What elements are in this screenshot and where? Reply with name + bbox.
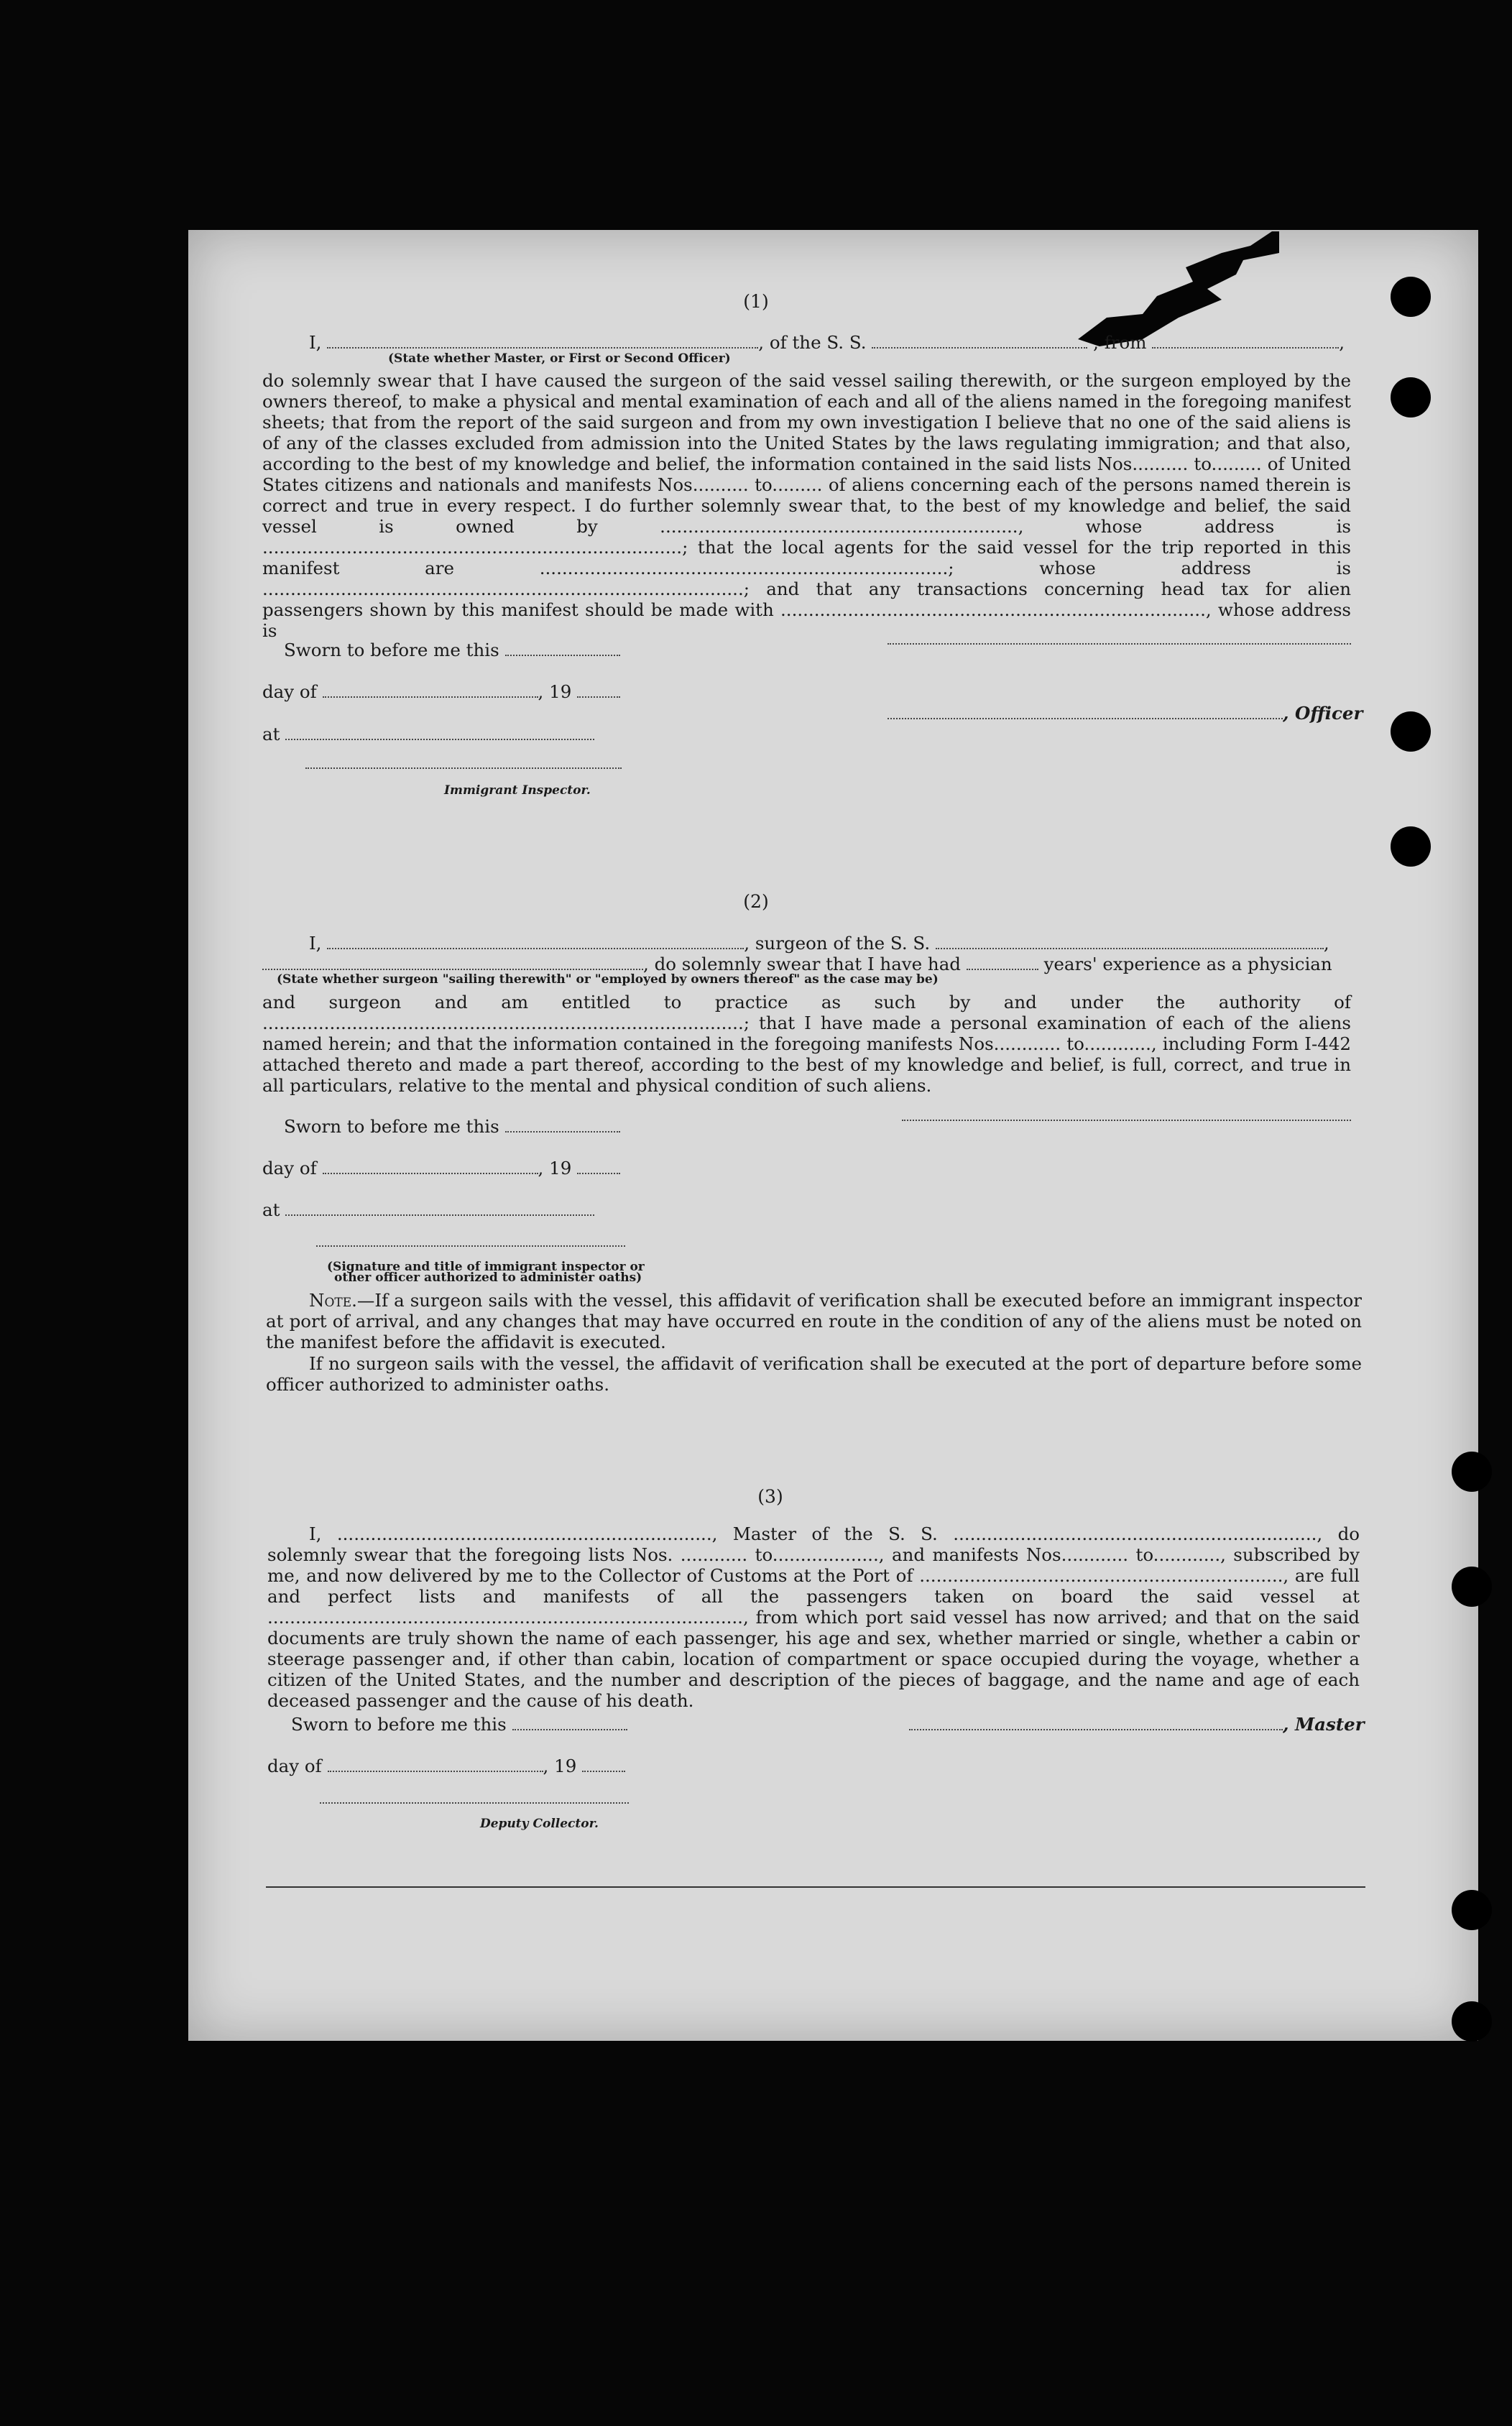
s3-sworn-field[interactable] [512, 1715, 627, 1730]
s2-years-field[interactable] [967, 954, 1038, 970]
s2-year-field[interactable] [577, 1158, 620, 1174]
s1-opening: I, [309, 332, 322, 353]
s3-body: I, ..................................................................., Master of the S. S. ................................................................., do solemnly swear that the foregoing lists Nos. ............ to..................., and manifests Nos............ to............, subscribed by me, and now delivered by me to the Collector of Customs at the Port of ................................................................., are full and perfect lists and manifests of all the passengers taken on board the said vessel at ....................................................................................., from which port said vessel has now arrived; and that on the said documents are truly shown the name of each passenger, his age and sex, whether married or single, whether a cabin or steerage passenger and, if other than cabin, location of compartment or space occupied during the voyage, whether a citizen of the United States, and the number and description of the pieces of baggage, and the name and age of each deceased passenger and the cause of his death. [267, 1523, 1360, 1711]
s1-body: do solemnly swear that I have caused the surgeon of the said vessel sailing therewith, or the surgeon employed by the owners thereof, to make a physical and mental examination of each and all of the aliens named in the foregoing manifest sheets; that from the report of the said surgeon and from my own investigation I believe that no one of the said aliens is of any of the classes excluded from admission into the United States by the laws regulating immigration; and that also, according to the best of my knowledge and belief, the information contained in the said lists Nos.......... to......... of United States citizens and nationals and manifests Nos.......... to......... of aliens concerning each of the persons named therein is correct and true in every respect. I do further solemnly swear that, to the best of my knowledge and belief, the said vessel is owned by ................................................................, whose address is ...........................................................................; that the local agents for the said vessel for the trip reported in this manifest are .........................................................................; whose address is ......................................................................................; and that any transactions concerning head tax for alien passengers shown by this manifest should be made with ............................................................................, whose address is [262, 370, 1351, 641]
s2-opening: I, [309, 933, 322, 954]
s3-master: , Master [1283, 1714, 1365, 1735]
s2-day-field[interactable] [323, 1158, 538, 1174]
s3-day-field[interactable] [328, 1756, 543, 1772]
s1-at: at [262, 724, 280, 744]
s3-year: , 19 [543, 1756, 577, 1776]
s2-note-2 [266, 1353, 1362, 1395]
binder-hole-6 [1452, 1567, 1492, 1607]
section-2-number: (2) [743, 891, 769, 912]
s2-at: at [262, 1199, 280, 1220]
s2-sworn: Sworn to before me this [284, 1116, 499, 1137]
s1-rank-field[interactable] [327, 333, 758, 349]
s2-name-field[interactable] [327, 933, 744, 949]
s2-officer-sig-line[interactable] [316, 1245, 625, 1247]
s2-note-2-text: If no surgeon sails with the vessel, the affidavit of verification shall be executed at the port of departure before some officer authorized to administer oaths. [266, 1353, 1362, 1395]
s1-day-field[interactable] [323, 682, 538, 698]
s2-surgeon-type-field[interactable] [262, 954, 643, 970]
s2-years: years' experience as a physician [1043, 954, 1332, 974]
s1-of-ss: , of the S. S. [758, 332, 867, 353]
s2-sig-caption-2: other officer authorized to administer oaths) [334, 1270, 642, 1285]
s2-note-text: —If a surgeon sails with the vessel, this affidavit of verification shall be executed before an immigrant inspector at port of arrival, and any changes that may have occurred en route in the condition of any of the aliens must be noted on the manifest before the affidavit is executed. [266, 1290, 1362, 1352]
s1-officer: , Officer [1283, 703, 1363, 724]
s3-year-field[interactable] [582, 1756, 625, 1772]
s1-from-field[interactable] [1152, 333, 1339, 349]
s3-day-of: day of [267, 1756, 322, 1776]
s1-inspector-sig-line[interactable] [305, 767, 622, 769]
s1-sworn-field[interactable] [505, 640, 620, 656]
s3-deputy-sig-line[interactable] [320, 1802, 629, 1804]
s2-surgeon-sig-line[interactable] [902, 1120, 1351, 1121]
s2-body: and surgeon and am entitled to practice as such by and under the authority of ......................................................................................; that I have made a personal examination of each of the aliens named herein; and that the information contained in the foregoing manifests Nos............ to............, including Form I-442 attached thereto and made a part thereof, according to the best of my knowledge and belief, is full, correct, and true in all particulars, relative to the mental and physical condition of such aliens. [262, 992, 1351, 1096]
s2-year: , 19 [538, 1158, 572, 1179]
s1-vessel-field[interactable] [872, 333, 1087, 349]
s2-swear: , do solemnly swear that I have had [643, 954, 961, 974]
s1-from: , from [1093, 332, 1147, 353]
s2-day-of: day of [262, 1158, 317, 1179]
s1-inspector-caption: Immigrant Inspector. [444, 783, 591, 798]
s2-subcaption: (State whether surgeon "sailing therewith" or "employed by owners thereof" as the case may be) [277, 972, 939, 987]
s2-sig-caption-1: (Signature and title of immigrant inspector or [327, 1260, 645, 1274]
s1-officer-field[interactable] [888, 704, 1283, 719]
s3-master-field[interactable] [909, 1715, 1283, 1730]
section-1-number: (1) [743, 291, 769, 312]
s3-deputy-caption: Deputy Collector. [480, 1817, 599, 1831]
binder-hole-4 [1391, 826, 1431, 867]
section-3-number: (3) [757, 1486, 783, 1507]
s1-subcaption: (State whether Master, or First or Second Officer) [388, 351, 731, 366]
binder-hole-8 [1452, 2001, 1492, 2042]
s1-sworn: Sworn to before me this [284, 640, 499, 660]
s3-sworn: Sworn to before me this [291, 1714, 507, 1735]
s2-note-label: Note. [309, 1290, 357, 1311]
s1-day-of: day of [262, 681, 317, 702]
s2-at-field[interactable] [285, 1200, 594, 1216]
binder-hole-7 [1452, 1890, 1492, 1930]
s2-vessel-field[interactable] [936, 933, 1324, 949]
s1-at-field[interactable] [285, 724, 594, 740]
s1-officer-sig-line-1[interactable] [888, 643, 1351, 645]
torn-corner [1078, 231, 1279, 346]
s2-note [266, 1290, 1362, 1352]
s2-surgeon-of: , surgeon of the S. S. [744, 933, 931, 954]
bottom-rule [266, 1886, 1365, 1888]
s1-year-field[interactable] [577, 682, 620, 698]
binder-hole-2 [1391, 377, 1431, 418]
s2-sworn-field[interactable] [505, 1117, 620, 1133]
s1-year: , 19 [538, 681, 572, 702]
binder-hole-3 [1391, 711, 1431, 752]
